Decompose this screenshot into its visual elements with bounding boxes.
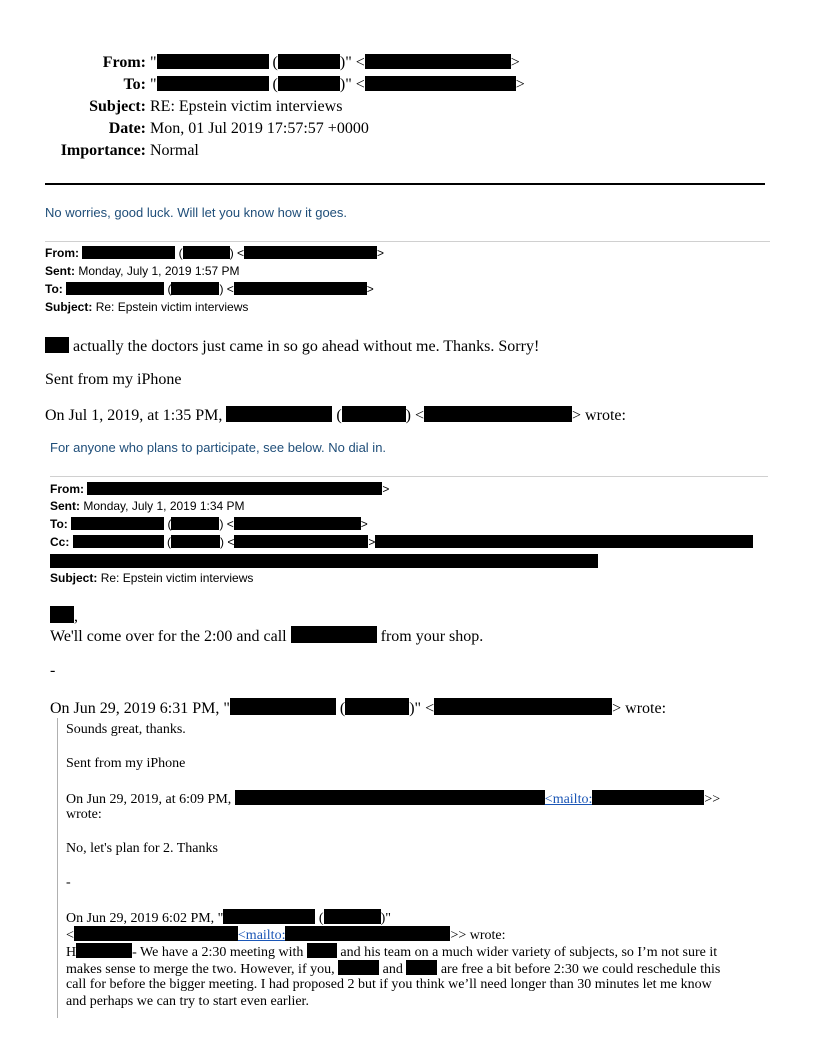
redaction-block <box>338 960 379 975</box>
redaction-block <box>171 517 219 530</box>
redaction-block <box>157 76 269 91</box>
redaction-block <box>171 282 219 295</box>
redaction-block <box>365 54 511 69</box>
msg2-subject-value: Re: Epstein victim interviews <box>95 300 249 314</box>
header-to-label: To: <box>123 76 146 93</box>
redaction-block <box>365 76 516 91</box>
redaction-block <box>157 54 269 69</box>
header-subject-row <box>0 98 342 116</box>
redaction-block <box>76 943 132 958</box>
msg2-sent-row <box>45 264 240 278</box>
redaction-block <box>278 76 340 91</box>
msg3-cc-redaction <box>50 554 598 568</box>
redaction-block <box>375 535 753 548</box>
header-importance-value: Normal <box>150 142 199 159</box>
redaction-block <box>82 246 175 259</box>
reply1-body: No worries, good luck. Will let you know how it goes. <box>45 205 348 220</box>
msg2-signature: Sent from my iPhone <box>45 371 182 388</box>
quoted-para-line2 <box>66 960 720 978</box>
quoted-mailto-link-2[interactable]: <mailto: <box>237 928 286 943</box>
redaction-block <box>234 517 361 530</box>
quoted-para-line2-and: and <box>382 962 403 977</box>
msg3-sent-row <box>50 499 245 513</box>
msg3-body-row <box>50 626 483 646</box>
msg3-on-row: On Jun 29, 2019 6:31 PM, " ( )" < > wrote: <box>50 700 667 717</box>
reply3-body: For anyone who plans to participate, see below. No dial in. <box>50 440 387 455</box>
msg3-on-prefix: On Jun 29, 2019 6:31 PM, " <box>50 700 230 717</box>
msg3-cc-row: Cc: ( ) < > <box>50 535 753 549</box>
header-to-row <box>0 76 525 94</box>
header-date-row <box>0 120 369 138</box>
redaction-block <box>434 698 612 715</box>
reply1-divider <box>45 241 770 242</box>
msg3-subject-row <box>50 571 253 585</box>
redaction-block <box>345 698 409 715</box>
quoted-line3: No, let's plan for 2. Thanks <box>66 841 218 856</box>
redaction-block <box>406 960 437 975</box>
header-date-value: Mon, 01 Jul 2019 17:57:57 +0000 <box>150 120 369 137</box>
redaction-block <box>45 337 69 353</box>
redaction-block <box>235 790 545 805</box>
reply3-divider <box>50 476 768 477</box>
quoted-para-line4: and perhaps we can try to start even earlier. <box>66 994 309 1009</box>
msg3-wrote: > wrote: <box>612 700 667 717</box>
header-subject-label: Subject: <box>89 98 146 115</box>
msg2-sent-value: Monday, July 1, 2019 1:57 PM <box>78 264 240 278</box>
msg3-sent-value: Monday, July 1, 2019 1:34 PM <box>83 499 245 513</box>
msg2-on-row: On Jul 1, 2019, at 1:35 PM, ( ) < > wrote: <box>45 407 626 424</box>
redaction-block <box>324 909 381 924</box>
msg3-greeting: , <box>50 606 78 626</box>
quoted-para-line1: H - We have a 2:30 meeting with and his team on a much wider variety of subjects, so I’m not sure it <box>66 945 718 960</box>
quoted-mailto-row: < <mailto: >> wrote: <box>66 928 506 943</box>
quoted-line1: Sounds great, thanks. <box>66 722 186 737</box>
msg2-from-label: From: <box>45 246 79 260</box>
redaction-block <box>291 626 377 643</box>
quoted-para-2: and his team on a much wider variety of subjects, so I’m not sure it <box>340 945 718 960</box>
redaction-block <box>285 926 450 941</box>
header-date-label: Date: <box>108 120 146 137</box>
msg2-to-row: To: ( ) < > <box>45 282 374 296</box>
quoted-mailto-link-1[interactable]: <mailto: <box>544 792 593 807</box>
header-to-value: " ( )" < > <box>150 76 525 93</box>
msg3-body-post: from your shop. <box>380 628 484 645</box>
quoted-on2-prefix: On Jun 29, 2019 6:02 PM, " <box>66 911 224 926</box>
msg2-body: actually the doctors just came in so go ahead without me. Thanks. Sorry! <box>73 338 540 355</box>
redaction-block <box>424 406 572 422</box>
redaction-block <box>73 535 164 548</box>
msg2-to-label: To: <box>45 282 63 296</box>
quoted-on1-prefix: On Jun 29, 2019, at 6:09 PM, <box>66 792 232 807</box>
quoted-para-line2-a: makes sense to merge the two. However, if you, <box>66 962 335 977</box>
redaction-block <box>50 606 74 623</box>
header-divider <box>45 183 765 185</box>
quoted-on2-row: On Jun 29, 2019 6:02 PM, " ( )" <box>66 911 391 926</box>
quoted-line2: Sent from my iPhone <box>66 756 186 771</box>
header-subject-value: RE: Epstein victim interviews <box>150 98 343 115</box>
redaction-block <box>230 698 336 715</box>
quoted-para-line2-b: are free a bit before 2:30 we could reschedule this <box>440 962 721 977</box>
msg2-wrote: > wrote: <box>572 407 626 424</box>
redaction-block <box>66 282 164 295</box>
redaction-block <box>234 282 367 295</box>
redaction-block <box>183 246 230 259</box>
redaction-block <box>342 406 406 422</box>
header-from-value: " ( )" < > <box>150 54 520 71</box>
header-from-row <box>0 54 520 72</box>
header-importance-row <box>0 142 199 160</box>
msg3-to-label: To: <box>50 517 68 531</box>
redaction-block <box>307 943 337 958</box>
msg2-subject-label: Subject: <box>45 300 93 314</box>
header-from-label: From: <box>102 54 146 71</box>
redaction-block <box>171 535 220 548</box>
header-importance-label: Importance: <box>60 142 146 159</box>
msg3-from-label: From: <box>50 482 84 496</box>
quoted-para-line3: call for before the bigger meeting. I had proposed 2 but if you think we’ll need longer than 30 minutes let me know <box>66 977 712 992</box>
msg2-on-prefix: On Jul 1, 2019, at 1:35 PM, <box>45 407 223 424</box>
redaction-block <box>592 790 704 805</box>
msg3-to-row: To: ( ) < > <box>50 517 368 531</box>
redaction-block <box>223 909 315 924</box>
msg3-subject-value: Re: Epstein victim interviews <box>100 571 254 585</box>
quoted-wrote2: >> wrote: <box>450 928 506 943</box>
msg2-subject-row <box>45 300 248 314</box>
redaction-block <box>244 246 377 259</box>
msg3-body-pre: We'll come over for the 2:00 and call <box>50 628 287 645</box>
redaction-block <box>74 926 238 941</box>
msg2-sent-label: Sent: <box>45 264 75 278</box>
msg3-cc-label: Cc: <box>50 535 70 549</box>
quoted-dash: - <box>66 875 71 890</box>
quote-bar <box>57 718 58 1018</box>
msg3-from-row: From: > <box>50 482 390 496</box>
msg2-from-row: From: ( ) < > <box>45 246 385 260</box>
quoted-para-1: - We have a 2:30 meeting with <box>132 945 304 960</box>
quoted-on1-suffix: >> <box>704 792 721 807</box>
msg3-sent-label: Sent: <box>50 499 80 513</box>
redaction-block <box>226 406 332 422</box>
quoted-wrote: wrote: <box>66 807 102 822</box>
redaction-block <box>87 482 382 495</box>
redaction-block <box>71 517 164 530</box>
msg3-subject-label: Subject: <box>50 571 98 585</box>
quoted-on1-row <box>66 790 720 808</box>
redaction-block <box>278 54 340 69</box>
msg3-dash: - <box>50 662 56 679</box>
msg2-body-row <box>45 337 539 356</box>
redaction-block <box>234 535 368 548</box>
